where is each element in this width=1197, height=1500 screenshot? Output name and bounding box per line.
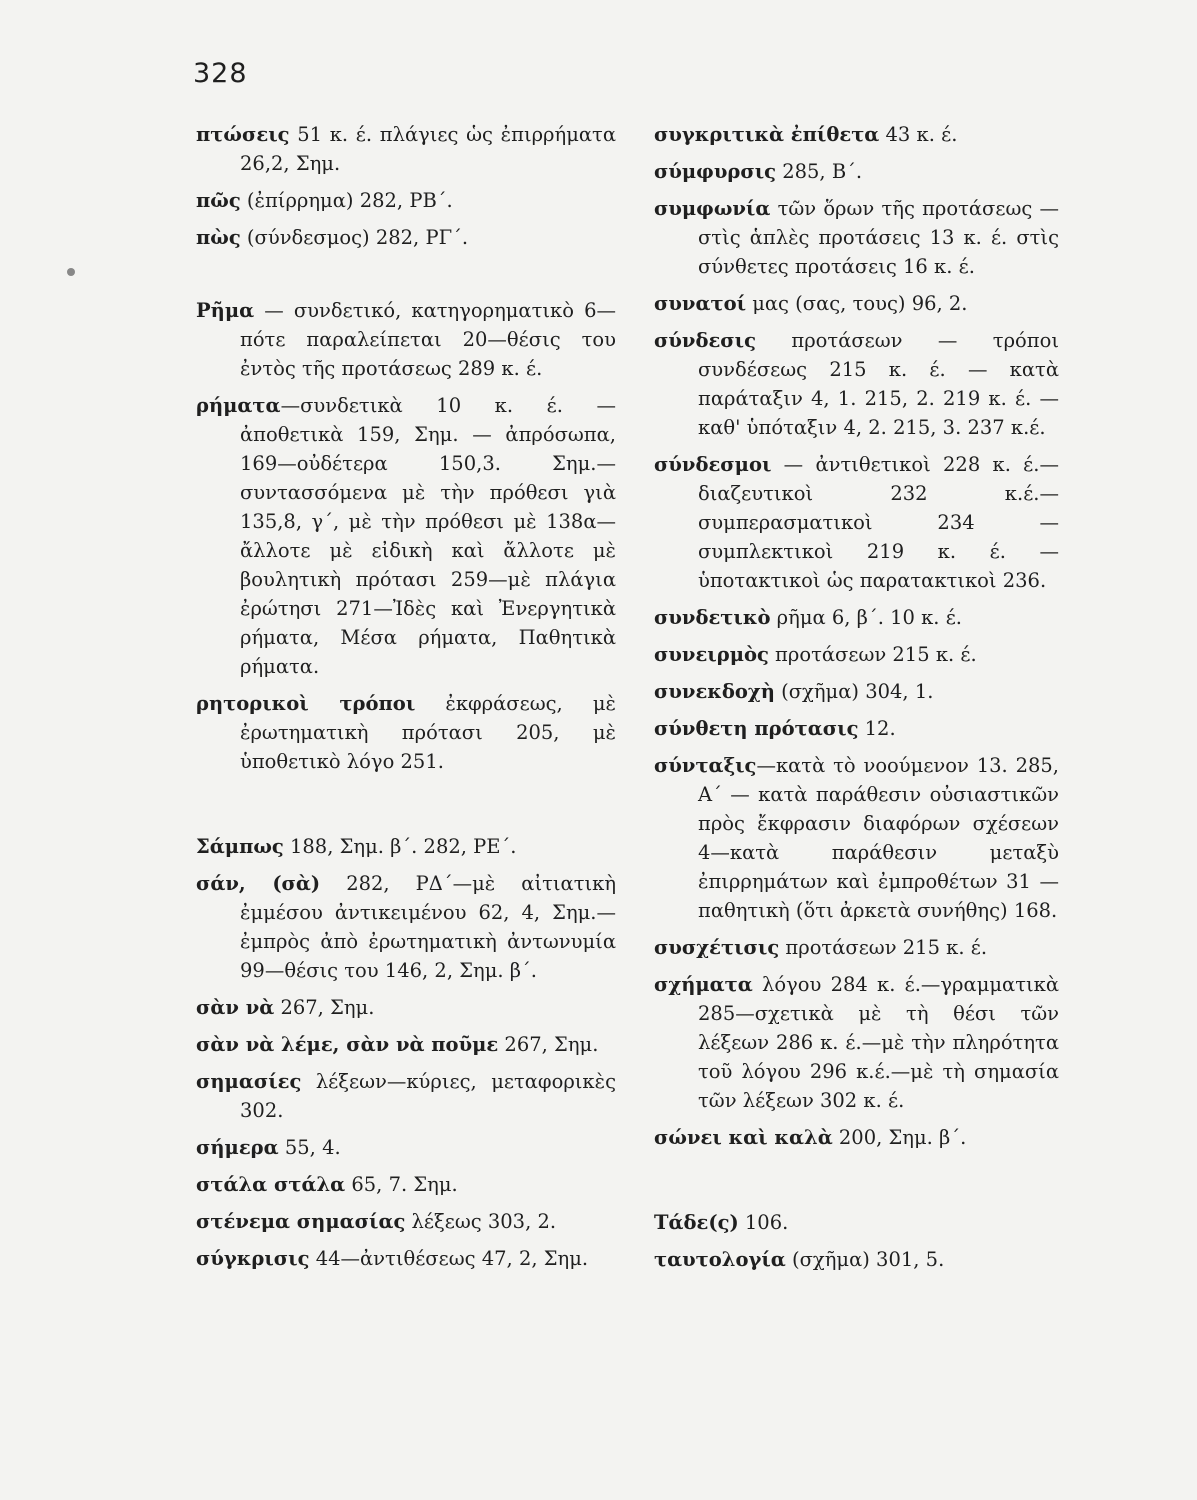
index-entry: συσχέτισις προτάσεων 215 κ. έ. (654, 936, 988, 959)
index-entry: σημασίες λέξεων—κύριες, μεταφορικὲς 302. (196, 1070, 616, 1122)
index-entry: συμφωνία τῶν ὅρων τῆς προτάσεως —στὶς ἁπλὲς προτάσεις 13 κ. έ. στὶς σύνθετες προτάσεις 16 κ. έ. (654, 197, 1059, 278)
index-entry: σάν, (σὰ) 282, ΡΔ΄—μὲ αἰτιατικὴ ἐμμέσου ἀντικειμένου 62, 4, Σημ.—ἐμπρὸς ἀπὸ ἐρωτηματικὴ ἀντωνυμία 99—θέσις του 146, 2, Σημ. β΄. (196, 872, 617, 982)
index-entry: στένεμα σημασίας λέξεως 303, 2. (196, 1210, 557, 1233)
page-number: 328 (193, 58, 248, 89)
index-entry: σύμφυρσις 285, Β΄. (654, 160, 863, 183)
index-column-right (654, 120, 1059, 1282)
index-entry: πὼς (σύνδεσμος) 282, ΡΓ΄. (196, 226, 469, 249)
index-entry: Τάδε(ς) 106. (654, 1211, 789, 1234)
index-entry: συνατοί μας (σας, τους) 96, 2. (654, 292, 968, 315)
index-entry: ρήματα—συνδετικὰ 10 κ. έ. — ἀποθετικὰ 159, Σημ. — ἀπρόσωπα, 169—οὐδέτερα 150,3. Σημ.—συντασσόμενα μὲ τὴν πρόθεσι γιὰ 135,8, γ΄, μὲ τὴν πρόθεσι μὲ 138α—ἄλλοτε μὲ εἰδικὴ καὶ ἄλλοτε μὲ βουλητικὴ πρότασι 259—μὲ πλάγια ἐρώτησι 271—Ἰδὲς καὶ Ἐνεργητικὰ ρήματα, Μέσα ρήματα, Παθητικὰ ρήματα. (196, 394, 616, 678)
index-entry: συνεκδοχὴ (σχῆμα) 304, 1. (654, 680, 934, 703)
index-entry: ρητορικοὶ τρόποι ἐκφράσεως, μὲ ἐρωτηματικὴ πρότασι 205, μὲ ὑποθετικὸ λόγο 251. (196, 692, 616, 773)
index-entry: ταυτολογία (σχῆμα) 301, 5. (654, 1248, 945, 1271)
index-column-left (196, 120, 616, 1281)
index-entry: συνειρμὸς προτάσεων 215 κ. έ. (654, 643, 977, 666)
index-entry: σὰν νὰ λέμε, σὰν νὰ ποῦμε 267, Σημ. (196, 1033, 599, 1056)
index-entry: σχήματα λόγου 284 κ. έ.—γραμματικὰ 285—σχετικὰ μὲ τὴ θέσι τῶν λέξεων 286 κ. έ.—μὲ τὴν πληρότητα τοῦ λόγου 296 κ.έ.—μὲ τὴ σημασία τῶν λέξεων 302 κ. έ. (654, 973, 1059, 1112)
index-entry: σύγκρισις 44—ἀντιθέσεως 47, 2, Σημ. (196, 1247, 589, 1270)
scan-speck (67, 268, 75, 276)
index-entry: πτώσεις 51 κ. έ. πλάγιες ὡς ἐπιρρήματα 26,2, Σημ. (196, 123, 616, 175)
index-entry: Σάμπως 188, Σημ. β΄. 282, ΡΕ΄. (196, 835, 517, 858)
index-entry: σύνδεσις προτάσεων — τρόποι συνδέσεως 215 κ. έ. — κατὰ παράταξιν 4, 1. 215, 2. 219 κ. έ. — καθ' ὑπόταξιν 4, 2. 215, 3. 237 κ.έ. (654, 329, 1059, 439)
index-entry: σύνταξις—κατὰ τὸ νοούμενον 13. 285, Α΄ — κατὰ παράθεσιν οὐσιαστικῶν πρὸς ἔκφρασιν διαφόρων σχέσεων 4—κατὰ παράθεσιν μεταξὺ ἐπιρρημάτων καὶ ἐμπροθέτων 31 — παθητικὴ (ὅτι ἀρκετὰ συνήθης) 168. (654, 754, 1059, 922)
index-entry: πῶς (ἐπίρρημα) 282, ΡΒ΄. (196, 189, 453, 212)
index-entry: συνδετικὸ ρῆμα 6, β΄. 10 κ. έ. (654, 606, 962, 629)
index-entry: στάλα στάλα 65, 7. Σημ. (196, 1173, 458, 1196)
index-entry: σύνθετη πρότασις 12. (654, 717, 896, 740)
index-entry: σύνδεσμοι — ἀντιθετικοὶ 228 κ. έ.— διαζευτικοὶ 232 κ.έ.— συμπερασματικοὶ 234 — συμπλεκτικοὶ 219 κ. έ. —ὑποτακτικοὶ ὡς παρατακτικοὶ 236. (654, 453, 1059, 592)
index-entry: σήμερα 55, 4. (196, 1136, 341, 1159)
index-entry: σώνει καὶ καλὰ 200, Σημ. β΄. (654, 1126, 967, 1149)
index-entry: σὰν νὰ 267, Σημ. (196, 996, 375, 1019)
index-entry: συγκριτικὰ ἐπίθετα 43 κ. έ. (654, 123, 958, 146)
index-entry: Ρῆμα — συνδετικό, κατηγορηματικὸ 6—πότε παραλείπεται 20—θέσις του ἐντὸς τῆς προτάσεως 289 κ. έ. (196, 299, 616, 380)
